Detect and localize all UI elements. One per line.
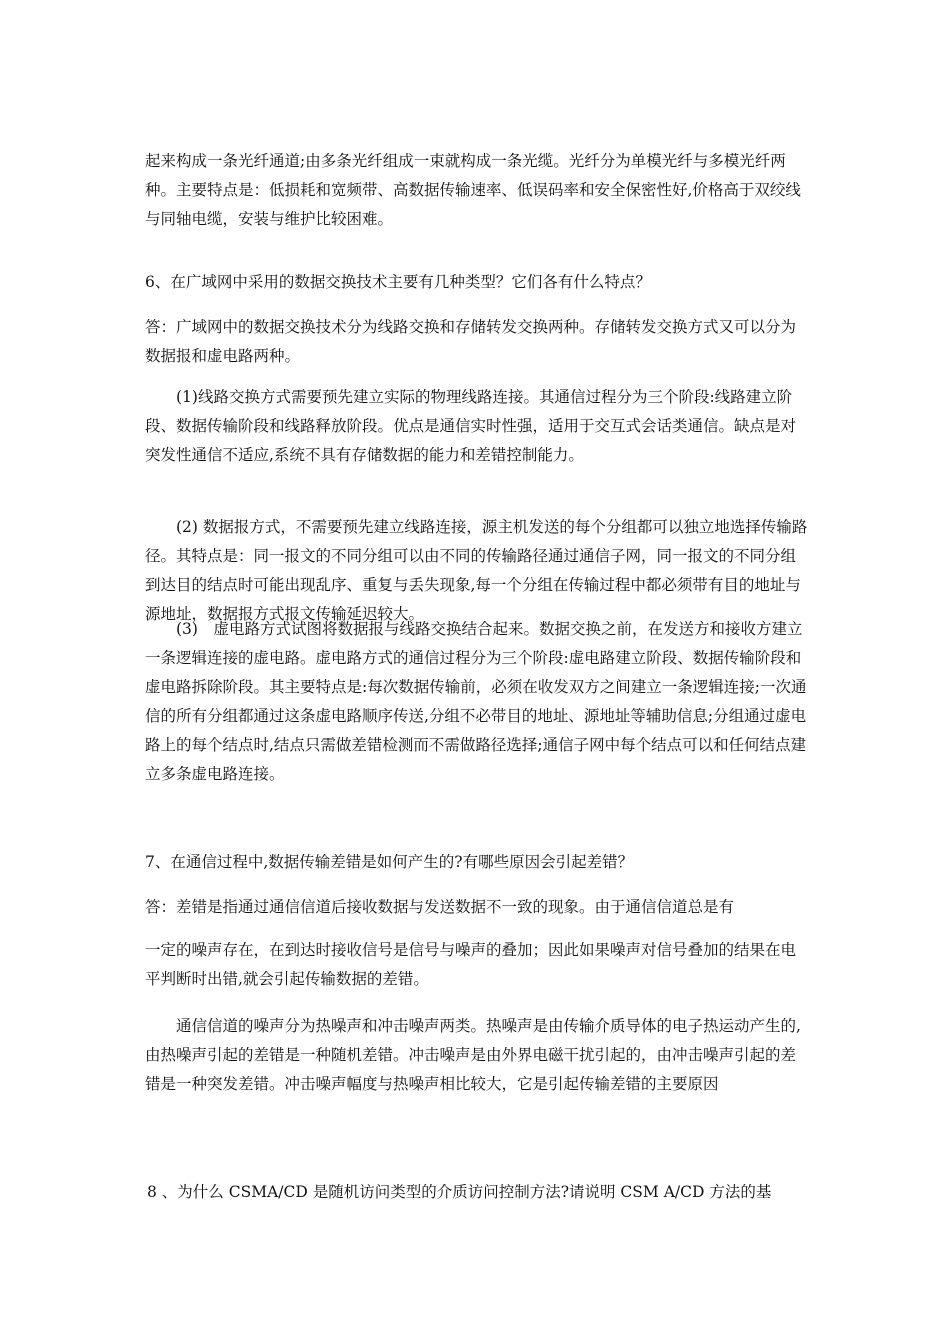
answer-7-intro: 答：差错是指通过通信信道后接收数据与发送数据不一致的现象。由于通信信道总是有 [145, 898, 735, 916]
answer-6-circuit-switching: (1)线路交换方式需要预先建立实际的物理线路连接。其通信过程分为三个阶段:线路建立阶段、数据传输阶段和线路释放阶段。优点是通信实时性强，适用于交互式会话类通信。缺点是对突发性通信不适应,系统不具有存储数据的能力和差错控制能力。 [145, 388, 797, 464]
answer-6-intro: 答：广域网中的数据交换技术分为线路交换和存储转发交换两种。存储转发交换方式又可以分为数据报和虚电路两种。 [145, 318, 797, 365]
answer-6-virtual-circuit: (3) 虚电路方式试图将数据报与线路交换结合起来。数据交换之前，在发送方和接收方建立一条逻辑连接的虚电路。虚电路方式的通信过程分为三个阶段:虚电路建立阶段、数据传输阶段和虚电路拆除阶段。其主要特点是:每次数据传输前，必须在收发双方之间建立一条逻辑连接;一次通信的所有分组都通过这条虚电路顺序传送,分组不必带目的地址、源地址等辅助信息;分组通过虚电路上的每个结点时,结点只需做差错检测而不需做路径选择;通信子网中每个结点可以和任何结点建立多条虚电路连接。 [145, 620, 807, 783]
question-8-heading: 8 、为什么 CSMA/CD 是随机访问类型的介质访问控制方法?请说明 CSM A/CD 方法的基 [147, 1183, 772, 1201]
answer-7-continued: 一定的噪声存在，在到达时接收信号是信号与噪声的叠加；因此如果噪声对信号叠加的结果在电平判断时出错,就会引起传输数据的差错。 [145, 941, 797, 988]
question-7-heading: 7、在通信过程中,数据传输差错是如何产生的?有哪些原因会引起差错？ [145, 853, 634, 871]
question-6-heading: 6、在广域网中采用的数据交换技术主要有几种类型？它们各有什么特点？ [145, 273, 651, 291]
paragraph-fiber-optic: 起来构成一条光纤通道;由多条光纤组成一束就构成一条光缆。光纤分为单模光纤与多模光纤两种。主要特点是：低损耗和宽频带、高数据传输速率、低误码率和安全保密性好,价格高于双绞线与同轴电缆，安装与维护比较困难。 [145, 152, 801, 228]
answer-6-datagram: (2) 数据报方式，不需要预先建立线路连接，源主机发送的每个分组都可以独立地选择传输路径。其特点是：同一报文的不同分组可以由不同的传输路径通过通信子网，同一报文的不同分组到达目的结点时可能出现乱序、重复与丢失现象,每一个分组在传输过程中都必须带有目的地址与源地址，数据报方式报文传输延迟较大。 [145, 518, 808, 623]
answer-7-noise-types: 通信信道的噪声分为热噪声和冲击噪声两类。热噪声是由传输介质导体的电子热运动产生的,由热噪声引起的差错是一种随机差错。冲击噪声是由外界电磁干扰引起的，由冲击噪声引起的差错是一种突发差错。冲击噪声幅度与热噪声相比较大，它是引起传输差错的主要原因 [145, 1017, 801, 1093]
